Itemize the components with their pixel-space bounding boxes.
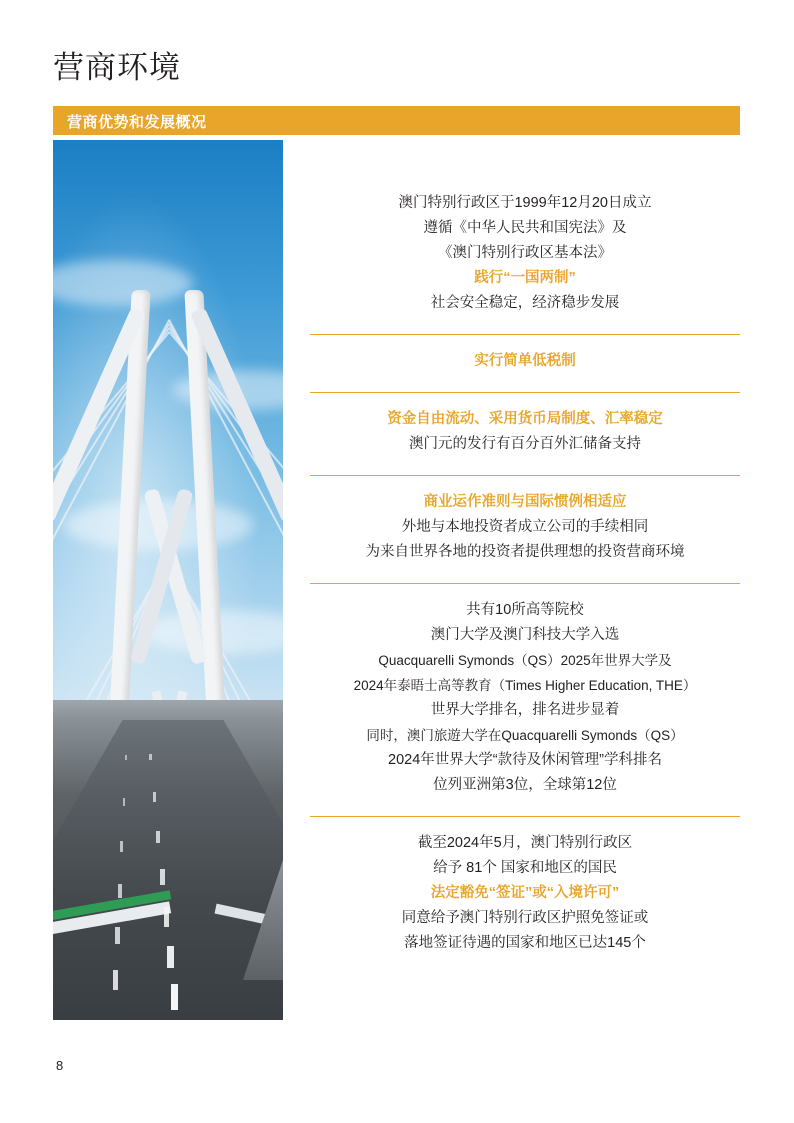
text-block (310, 583, 740, 808)
lane-marking (156, 831, 160, 844)
bridge-deck (53, 700, 283, 1020)
text-block (310, 392, 740, 467)
text-line: 资金自由流动、采用货币局制度、汇率稳定 (387, 411, 663, 427)
text-line: 社会安全稳定，经济稳步发展 (430, 295, 620, 311)
bridge-photo (53, 140, 283, 1020)
text-line: 践行“一国两制” (474, 270, 576, 286)
lane-marking (160, 869, 165, 885)
text-line: 澳门大学及澳门科技大学入选 (430, 627, 620, 643)
text-line: 给予 81个 国家和地区的国民 (433, 860, 617, 876)
lane-marking (115, 927, 119, 944)
text-line: 截至2024年5月，澳门特别行政区 (417, 835, 633, 851)
text-line: 世界大学排名，排名进步显着 (430, 702, 620, 718)
content-column (310, 185, 740, 966)
text-line: 落地签证待遇的国家和地区已达145个 (404, 935, 646, 951)
text-line: 实行简单低税制 (474, 353, 576, 369)
text-block (310, 816, 740, 966)
text-line: 2024年世界大学“款待及休闲管理”学科排名 (388, 752, 662, 768)
text-block (310, 185, 740, 326)
text-line: 遵循《中华人民共和国宪法》及 (423, 220, 627, 236)
text-block (310, 475, 740, 575)
lane-marking (125, 755, 127, 760)
text-line: Quacquarelli Symonds（QS）2025年世界大学及 (378, 653, 672, 668)
text-line: 澳门元的发行有百分百外汇储备支持 (409, 436, 641, 452)
lane-marking (167, 946, 173, 969)
text-line: 位列亚洲第3位，全球第12位 (433, 777, 617, 793)
text-line: 为来自世界各地的投资者提供理想的投资营商环境 (365, 544, 685, 560)
lane-marking (153, 792, 156, 801)
text-line: 法定豁免“签证”或“入境许可” (430, 885, 620, 901)
page-number: 8 (56, 1058, 64, 1073)
lane-marking (120, 841, 123, 852)
text-line: 2024年泰晤士高等教育（Times Higher Education, THE） (353, 678, 697, 693)
section-header-label: 营商优势和发展概况 (67, 114, 207, 131)
text-line: 外地与本地投资者成立公司的手续相同 (401, 519, 649, 535)
text-line: 同时，澳门旅遊大学在Quacquarelli Symonds（QS） (366, 728, 684, 743)
section-header-bar (53, 106, 740, 135)
lane-marking (118, 884, 122, 898)
text-line: 同意给予澳门特别行政区护照免签证或 (401, 910, 649, 926)
text-line: 澳门特别行政区于1999年12月20日成立 (398, 195, 652, 211)
text-block (310, 334, 740, 384)
lane-marking (123, 798, 126, 806)
text-line: 《澳门特别行政区基本法》 (438, 245, 612, 261)
text-line: 商业运作准则与国际惯例相适应 (423, 494, 627, 510)
lane-marking (164, 907, 170, 926)
lane-marking (171, 984, 178, 1010)
lane-marking (113, 970, 118, 990)
text-line: 共有10所高等院校 (466, 602, 584, 618)
lane-marking (149, 754, 152, 760)
page-title: 营商环境 (53, 50, 181, 85)
